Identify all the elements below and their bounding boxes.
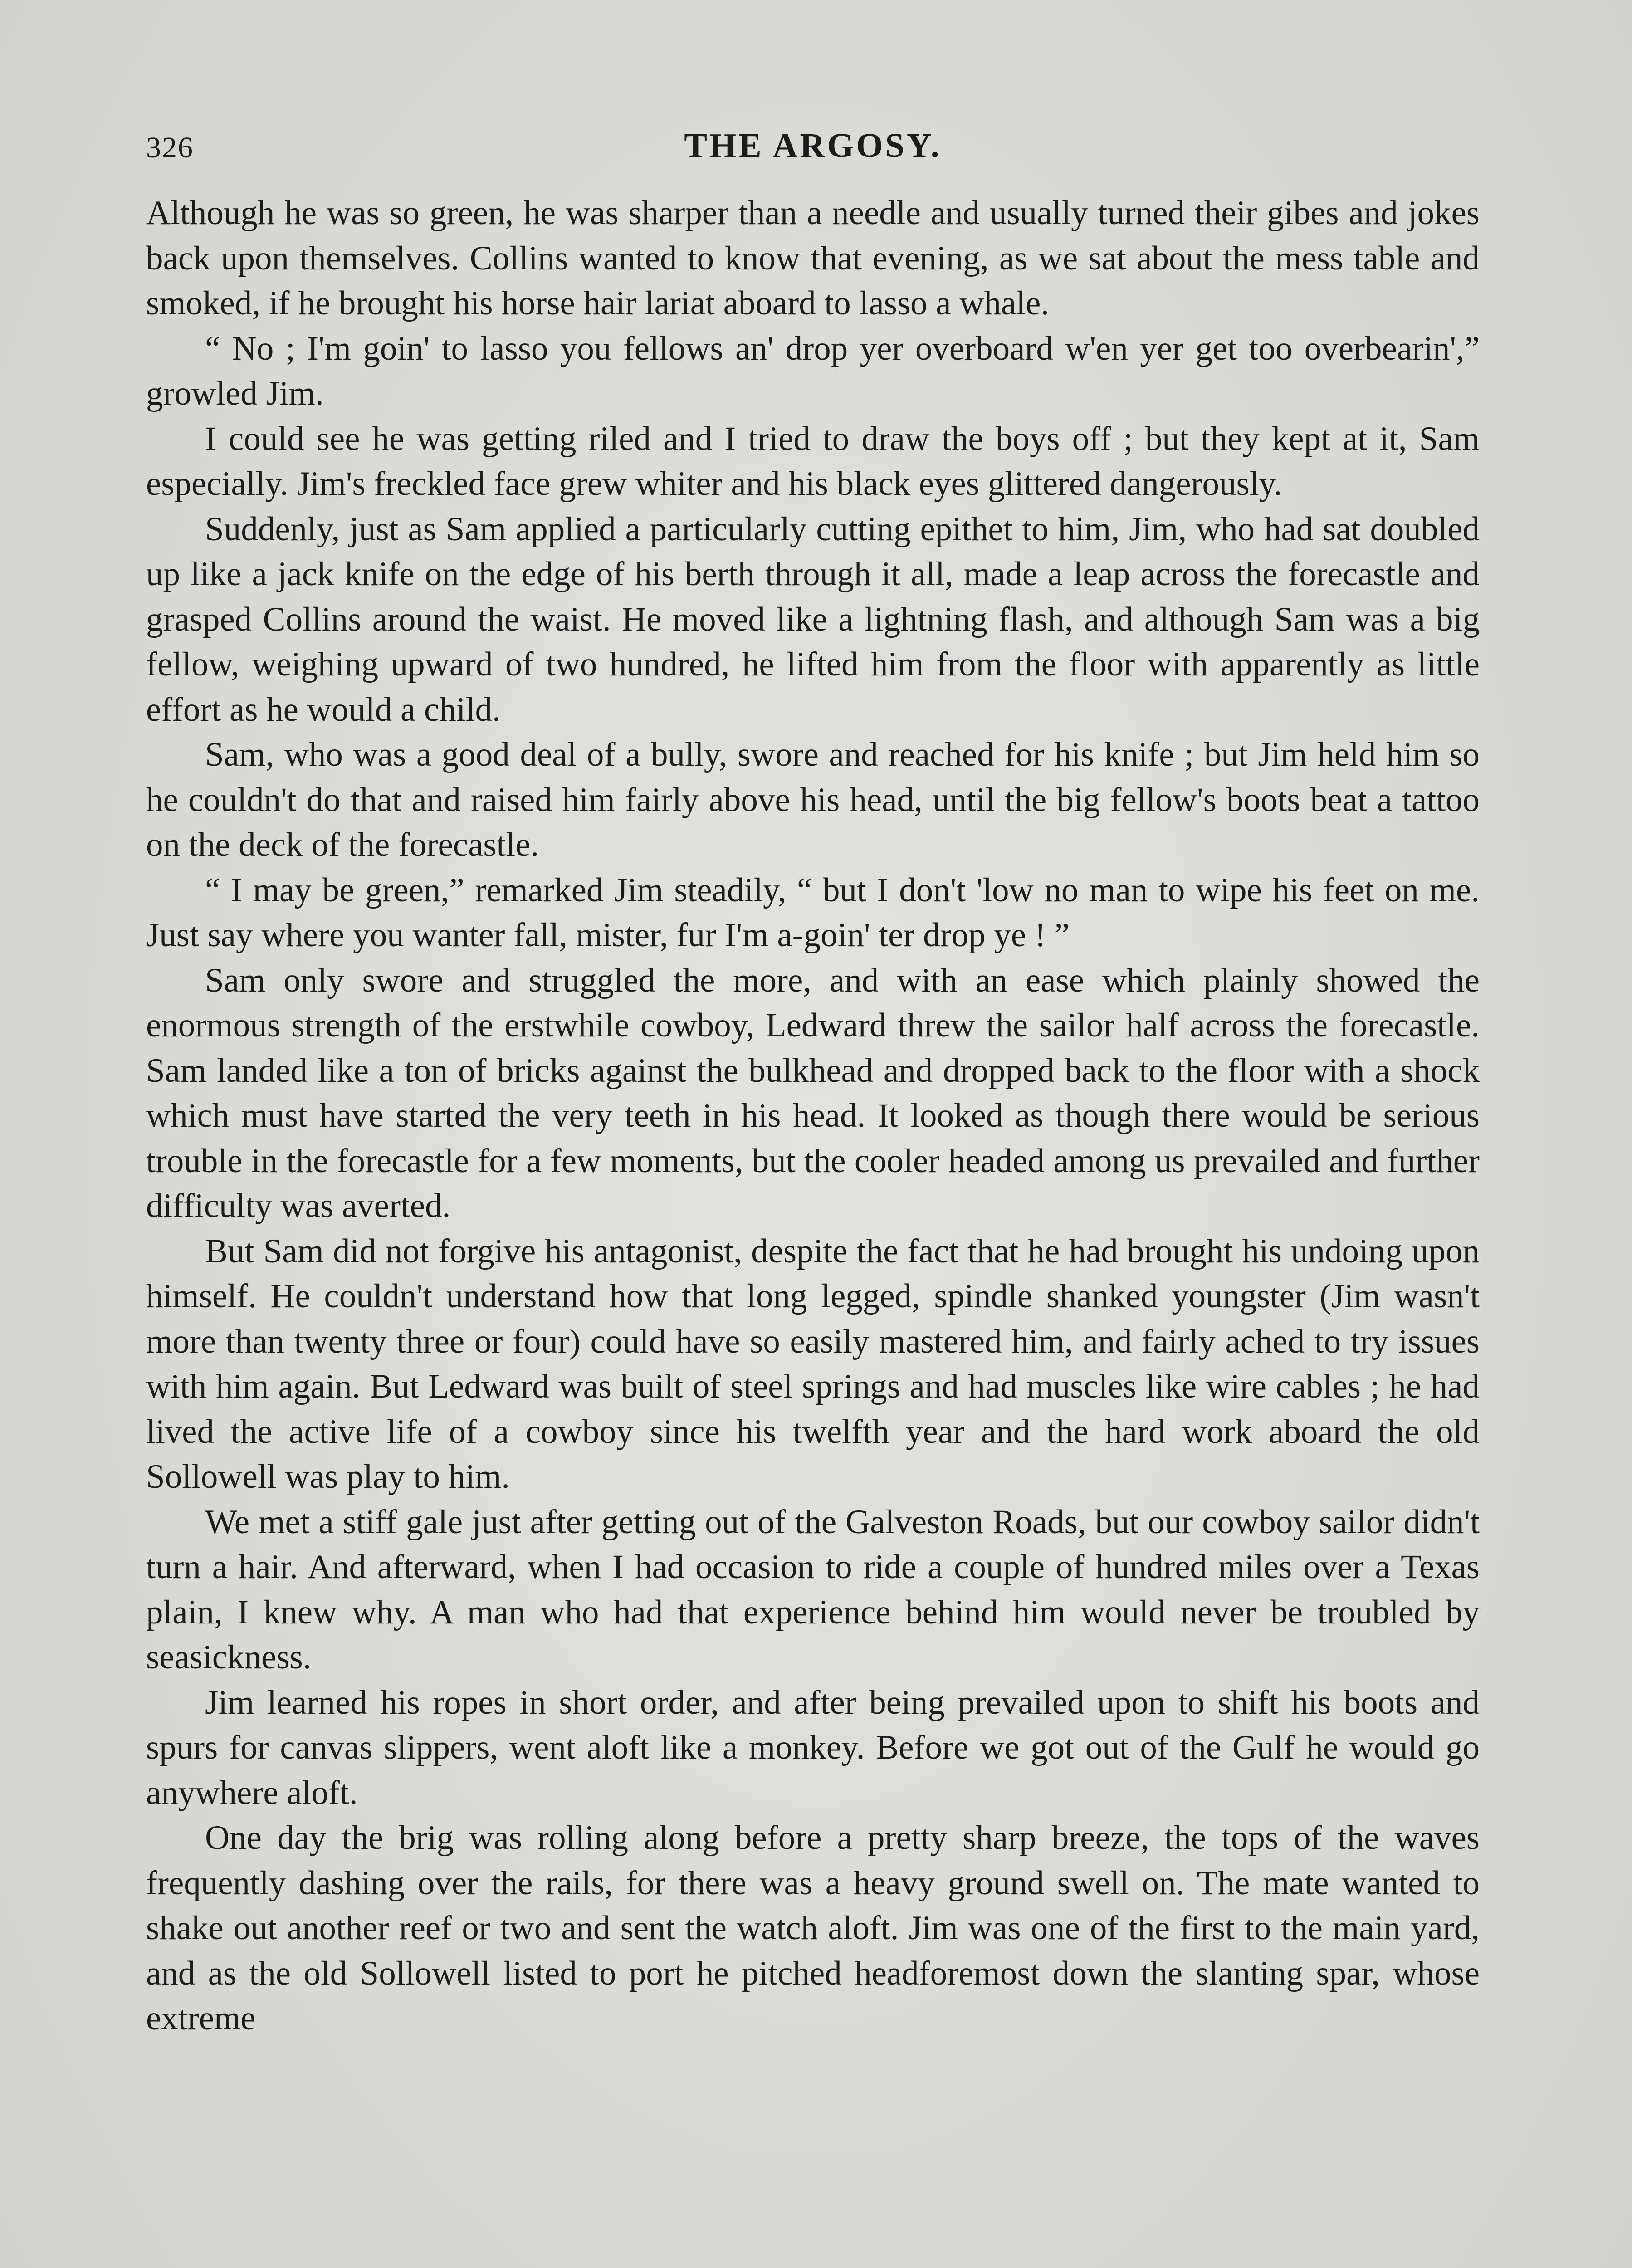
page-header — [146, 117, 1480, 167]
paragraph: Sam only swore and struggled the more, and with an ease which plainly showed the enormous strength of the erstwhile cowboy, Ledward threw the sailor half across the forecastle. Sam landed like a ton of bricks against the bulkhead and dropped back to the floor with a shock which must have started the very teeth in his head. It looked as though there would be serious trouble in the forecastle for a few moments, but the cooler headed among us prevailed and further difficulty was averted. — [146, 961, 1480, 1225]
paragraph: One day the brig was rolling along before a pretty sharp breeze, the tops of the waves frequently dashing over the rails, for there was a heavy ground swell on. The mate wanted to shake out another reef or two and sent the watch aloft. Jim was one of the first to the main yard, and as the old Sollowell listed to port he pitched headforemost down the slanting spar, whose extreme — [146, 1819, 1480, 2037]
running-title: THE ARGOSY. — [684, 127, 942, 165]
paragraph: I could see he was getting riled and I tried to draw the boys off ; but they kept at it, Sam especially. Jim's freckled face grew whiter and his black eyes glittered dangerously. — [146, 420, 1480, 503]
paragraph: But Sam did not forgive his antagonist, despite the fact that he had brought his undoing upon himself. He couldn't understand how that long legged, spindle shanked youngster (Jim wasn't more than twenty three or four) could have so easily mastered him, and fairly ached to try issues with him again. But Ledward was built of steel springs and had muscles like wire cables ; he had lived the active life of a cowboy since his twelfth year and the hard work aboard the old Sollowell was play to him. — [146, 1232, 1480, 1496]
paragraph: Although he was so green, he was sharper than a needle and usually turned their gibes and jokes back upon themselves. Collins wanted to know that evening, as we sat about the mess table and smoked, if he brought his horse hair lariat aboard to lasso a whale. — [146, 194, 1480, 322]
body-text — [146, 191, 1480, 2041]
paragraph: Suddenly, just as Sam applied a particularly cutting epithet to him, Jim, who had sat doubled up like a jack knife on the edge of his berth through it all, made a leap across the forecastle and grasped Collins around the waist. He moved like a lightning flash, and although Sam was a big fellow, weighing upward of two hundred, he lifted him from the floor with apparently as little effort as he would a child. — [146, 510, 1480, 728]
paragraph: “ I may be green,” remarked Jim steadily, “ but I don't 'low no man to wipe his feet on me. Just say where you wanter fall, mister, fur I'm a-goin' ter drop ye ! ” — [146, 871, 1480, 954]
paragraph: We met a stiff gale just after getting out of the Galveston Roads, but our cowboy sailor didn't turn a hair. And afterward, when I had occasion to ride a couple of hundred miles over a Texas plain, I knew why. A man who had that experience behind him would never be troubled by seasickness. — [146, 1503, 1480, 1676]
paragraph: Jim learned his ropes in short order, and after being prevailed upon to shift his boots and spurs for canvas slippers, went aloft like a monkey. Before we got out of the Gulf he would go anywhere aloft. — [146, 1683, 1480, 1812]
paragraph: Sam, who was a good deal of a bully, swore and reached for his knife ; but Jim held him so he couldn't do that and raised him fairly above his head, until the big fellow's boots beat a tattoo on the deck of the forecastle. — [146, 736, 1480, 864]
page-number: 326 — [146, 131, 194, 164]
paragraph: “ No ; I'm goin' to lasso you fellows an' drop yer overboard w'en yer get too overbearin',” growled Jim. — [146, 329, 1480, 412]
